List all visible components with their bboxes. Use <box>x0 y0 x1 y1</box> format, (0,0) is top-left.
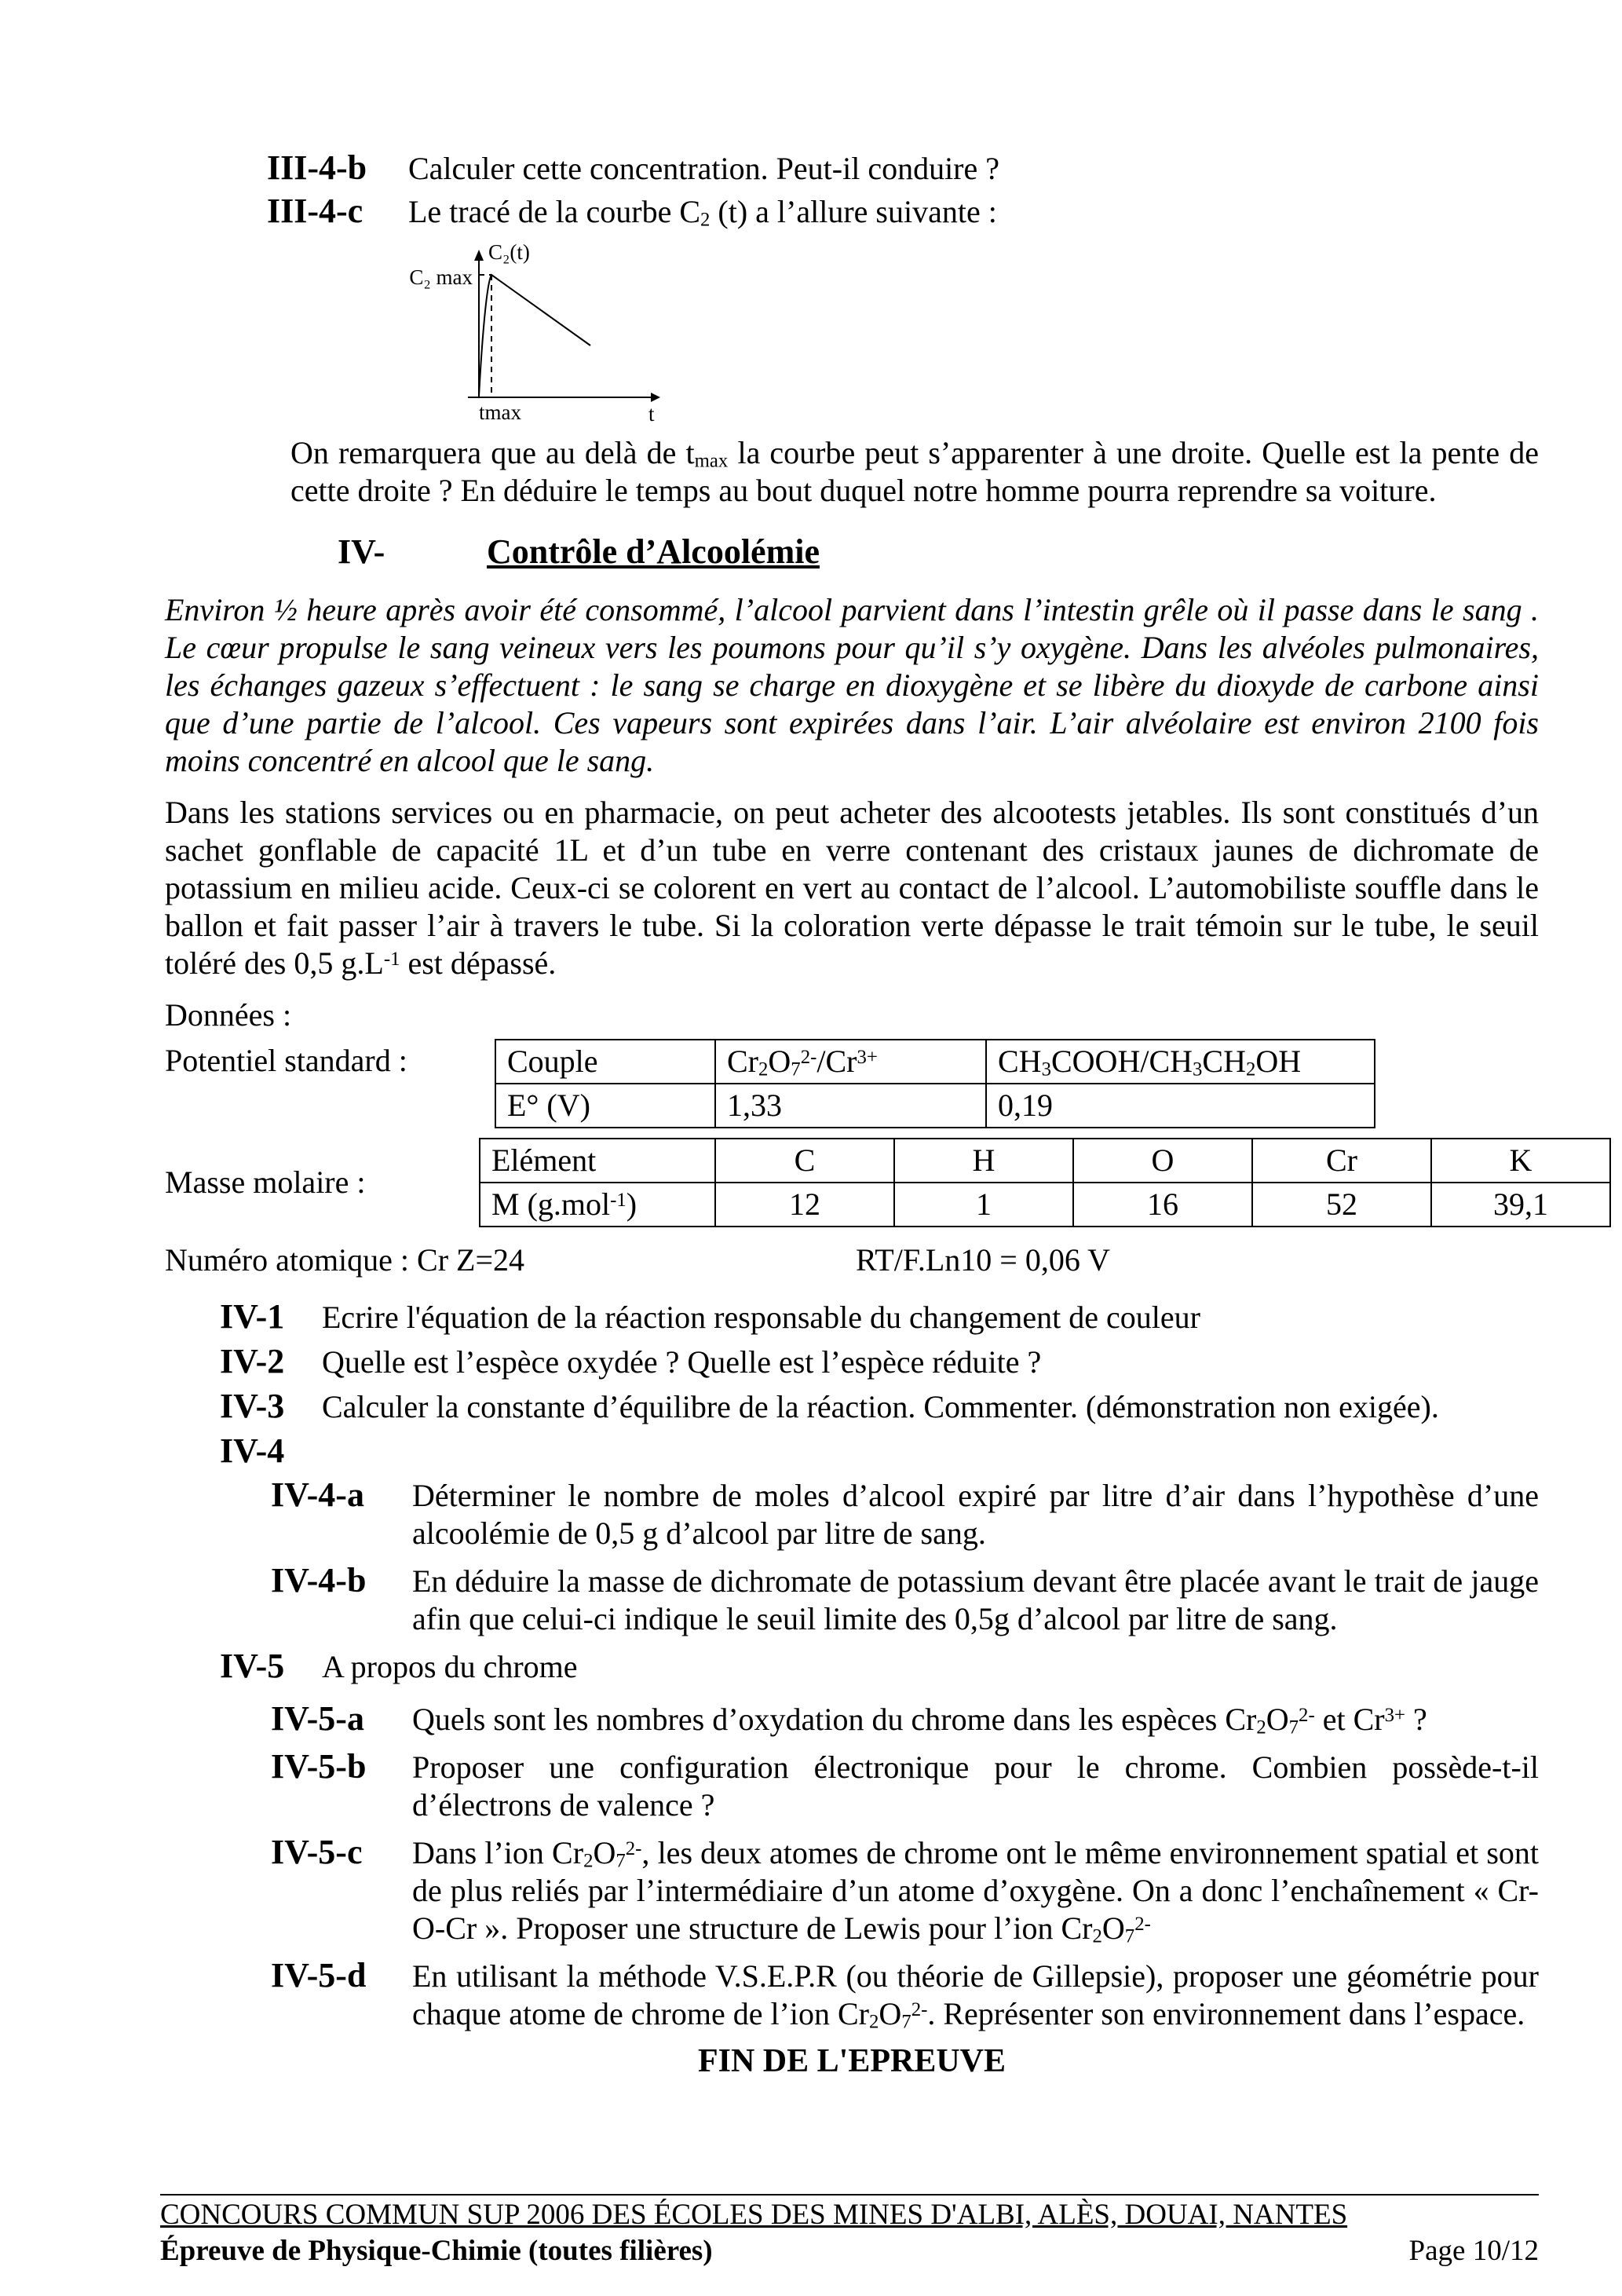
paragraph-remark: On remarquera que au delà de $t_{max}$ la courbe peut s’apparenter à une droite. Quelle est la pente de cette droite ? En déduire le temps au bout duquel notre homme pourra reprendre sa voiture. <box>290 435 1539 508</box>
question-label-iv-1: IV-1 <box>220 1297 285 1336</box>
question-iii-4-b <box>267 149 1539 188</box>
question-label-iv-4-b: IV-4-b <box>271 1561 367 1600</box>
question-iv-4-b <box>271 1562 1539 1638</box>
potentiel-table <box>495 1039 1375 1128</box>
rt-relation-label: RT/F.Ln10 = 0,06 V <box>856 1242 1111 1278</box>
curve-axis-label: C₂(t) <box>488 240 530 264</box>
question-iv-5 <box>220 1647 1539 1686</box>
y-axis-arrow-icon <box>474 250 484 261</box>
question-text-iv-2: Quelle est l’espèce oxydée ? Quelle est l’espèce réduite ? <box>322 1344 1042 1380</box>
table-cell: Couple <box>495 1040 715 1084</box>
question-text-iv-3: Calculer la constante d’équilibre de la réaction. Commenter. (démonstration non exigée). <box>322 1389 1439 1424</box>
question-text-iv-5: A propos du chrome <box>322 1649 578 1684</box>
paragraph-alcootest: Dans les stations services ou en pharmacie, on peut acheter des alcootests jetables. Ils sont constitués d’un sachet gonflable de capacité 1L et d’un tube en verre contenant des cristaux jaunes de dichromate de potassium en milieu acide. Ceux-ci se colorent en vert au contact de l’alcool. L’automobiliste souffle dans le ballon et fait passer l’air à travers le tube. Si la coloration verte dépasse le trait témoin sur le tube, le seuil toléré des 0,5 $g.L^{-1}$ est dépassé. <box>165 795 1539 981</box>
question-label-iv-4: IV-4 <box>220 1431 285 1470</box>
question-iv-5-b <box>271 1748 1539 1824</box>
question-text-iv-5-b: Proposer une configuration électronique pour le chrome. Combien possède-t-il d’électrons de valence ? <box>412 1749 1539 1823</box>
section-title: Contrôle d’Alcoolémie <box>487 532 820 571</box>
question-label-iii-4-b: III-4-b <box>267 148 367 187</box>
question-iv-5-d <box>271 1957 1539 2033</box>
table-cell: 52 <box>1252 1183 1431 1227</box>
question-label-iv-5-a: IV-5-a <box>271 1699 364 1738</box>
masse-caption: Masse molaire : <box>165 1164 366 1200</box>
question-text-iii-4-c: Le tracé de la courbe $C_2$ (t) a l’allure suivante : <box>408 194 997 231</box>
concentration-curve <box>479 275 590 397</box>
curve-sketch-svg <box>393 236 675 424</box>
question-label-iv-2: IV-2 <box>220 1342 285 1380</box>
footer-divider <box>160 2194 1539 2195</box>
question-label-iv-5-d: IV-5-d <box>271 1956 367 1994</box>
table-cell: K <box>1431 1139 1610 1183</box>
atomic-number-label: Numéro atomique : Cr Z=24 <box>165 1242 525 1278</box>
question-text-iv-5-d: En utilisant la méthode V.S.E.P.R (ou théorie de Gillepsie), proposer une géométrie pour chaque atome de chrome de l’ion $Cr_2O_7^{2-}$. Représenter son environnement dans l’espace. <box>412 1958 1539 2033</box>
section-iv-heading <box>338 533 1539 571</box>
question-text-iii-4-b: Calculer cette concentration. Peut-il conduire ? <box>408 151 1000 186</box>
table-cell: 39,1 <box>1431 1183 1610 1227</box>
question-label-iii-4-c: III-4-c <box>267 192 363 230</box>
table-cell: 0,19 <box>986 1084 1375 1128</box>
curve-sketch <box>393 236 1539 433</box>
footer-epreuve-text: Épreuve de Physique-Chimie (toutes filières) <box>160 2235 713 2267</box>
x-axis-arrow-icon <box>651 393 660 402</box>
question-iv-4-a <box>271 1476 1539 1552</box>
masse-molaire-row <box>165 1138 1548 1227</box>
table-cell: $Cr_2O_7^{2-}/Cr^{3+}$ <box>715 1040 986 1084</box>
question-label-iv-5-b: IV-5-b <box>271 1747 367 1786</box>
table-cell: E° (V) <box>495 1084 715 1128</box>
potentiel-caption: Potentiel standard : <box>165 1043 407 1078</box>
page-footer <box>160 2194 1539 2269</box>
question-iv-4 <box>220 1432 1539 1470</box>
end-of-exam-label: FIN DE L'EPREUVE <box>697 2043 1006 2079</box>
t-axis-label: t <box>648 402 655 424</box>
question-text-iv-5-c: Dans l’ion $Cr_2O_7^{2-}$, les deux atomes de chrome ont le même environnement spatial et sont de plus reliés par l’intermédiaire d’un atome d’oxygène. On a donc l’enchaînement « Cr-O-Cr ». Proposer une structure de Lewis pour l’ion $Cr_2O_7^{2-}$ <box>412 1835 1539 1947</box>
question-text-iv-4-b: En déduire la masse de dichromate de potassium devant être placée avant le trait de jauge afin que celui-ci indique le seuil limite des 0,5g d’alcool par litre de sang. <box>412 1563 1539 1636</box>
tmax-label: tmax <box>479 400 521 424</box>
table-cell: $CH_3COOH/CH_3CH_2OH$ <box>986 1040 1375 1084</box>
footer-concours-text: CONCOURS COMMUN SUP 2006 DES ÉCOLES DES MINES D'ALBI, ALÈS, DOUAI, NANTES <box>160 2199 1348 2231</box>
table-cell: 16 <box>1073 1183 1252 1227</box>
table-row <box>495 1084 1375 1128</box>
question-text-iv-5-a: Quels sont les nombres d’oxydation du chrome dans les espèces $Cr_2O_7^{2-}$ et $Cr^{3+}$ ? <box>412 1702 1427 1738</box>
table-row <box>480 1139 1610 1183</box>
question-label-iv-4-a: IV-4-a <box>271 1475 364 1514</box>
table-cell: H <box>894 1139 1073 1183</box>
question-iv-5-a <box>271 1700 1539 1738</box>
cmax-label: C₂ max <box>409 265 473 289</box>
table-cell: M (g.mol$^{-1}$) <box>480 1183 715 1227</box>
footer-epreuve-line <box>160 2233 1539 2269</box>
table-cell: Cr <box>1252 1139 1431 1183</box>
table-row <box>495 1040 1375 1084</box>
table-row <box>480 1183 1610 1227</box>
masse-table <box>479 1138 1611 1227</box>
page-number: Page 10/12 <box>1408 2235 1539 2267</box>
question-iv-2 <box>220 1343 1539 1381</box>
question-iii-4-c <box>267 192 1539 231</box>
question-label-iv-3: IV-3 <box>220 1387 285 1425</box>
table-cell: Elément <box>480 1139 715 1183</box>
atomic-number-row <box>165 1241 1539 1279</box>
potentiel-standard-row <box>165 1039 1539 1128</box>
question-label-iv-5-c: IV-5-c <box>271 1833 363 1871</box>
paragraph-physiology: Environ ½ heure après avoir été consommé, l’alcool parvient dans l’intestin grêle où il passe dans le sang . Le cœur propulse le sang veineux vers les poumons pour qu’il s’y oxygène. Dans les alvéoles pulmonaires, les échanges gazeux s’effectuent : le sang se charge en dioxygène et se libère du dioxyde de carbone ainsi que d’une partie de l’alcool. Ces vapeurs sont expirées dans l’air. L’air alvéolaire est environ 2100 fois moins concentré en alcool que le sang. <box>165 592 1539 778</box>
table-cell: 1 <box>894 1183 1073 1227</box>
table-cell: C <box>715 1139 894 1183</box>
question-iv-5-c <box>271 1834 1539 1947</box>
table-cell: 12 <box>715 1183 894 1227</box>
table-cell: O <box>1073 1139 1252 1183</box>
table-cell: 1,33 <box>715 1084 986 1128</box>
footer-concours-line <box>160 2197 1539 2233</box>
question-text-iv-1: Ecrire l'équation de la réaction responsable du changement de couleur <box>322 1300 1200 1335</box>
question-iv-1 <box>220 1298 1539 1336</box>
question-label-iv-5: IV-5 <box>220 1647 285 1685</box>
question-iv-3 <box>220 1387 1539 1426</box>
question-text-iv-4-a: Déterminer le nombre de moles d’alcool expiré par litre d’air dans l’hypothèse d’une alcoolémie de 0,5 g d’alcool par litre de sang. <box>412 1478 1539 1551</box>
section-number: IV- <box>338 532 385 571</box>
donnees-label: Données : <box>165 997 292 1033</box>
